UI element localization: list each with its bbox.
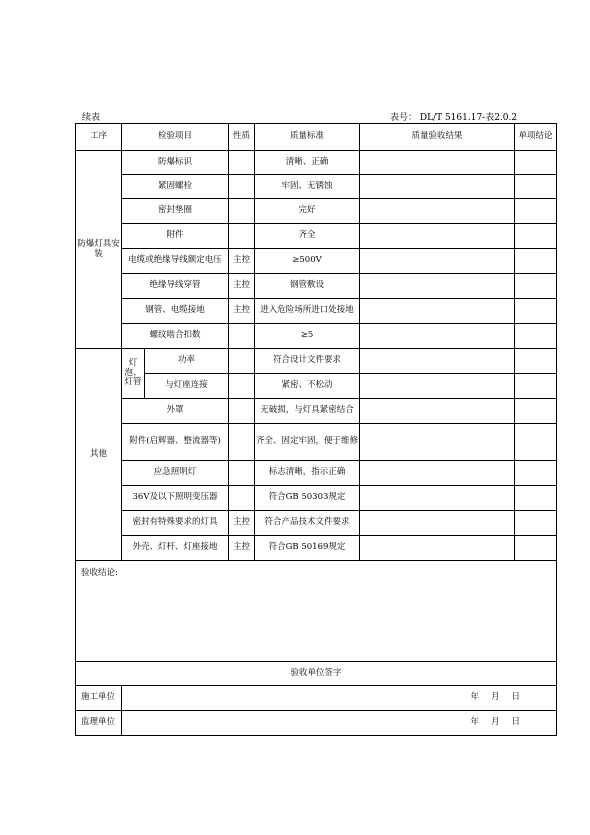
col-result: 质量验收结果 bbox=[360, 124, 515, 151]
table-row bbox=[76, 486, 557, 511]
result-cell[interactable] bbox=[360, 399, 515, 424]
table-row bbox=[76, 151, 557, 175]
header-row bbox=[76, 124, 557, 151]
table-row bbox=[76, 324, 557, 349]
month-label: 月 bbox=[490, 717, 500, 728]
result-cell[interactable] bbox=[360, 274, 515, 299]
result-cell[interactable] bbox=[360, 224, 515, 249]
standard-cell: 齐全、固定牢固，便于维修 bbox=[255, 424, 360, 461]
table-number: 表号： DL/T 5161.17-表2.0.2 bbox=[390, 113, 518, 123]
table-row bbox=[76, 374, 557, 399]
item-cell: 电缆或绝缘导线额定电压 bbox=[122, 249, 229, 274]
col-standard: 质量标准 bbox=[255, 124, 360, 151]
result-cell[interactable] bbox=[360, 486, 515, 511]
item-cell: 密封有特殊要求的灯具 bbox=[122, 511, 229, 536]
item-cell: 防爆标识 bbox=[122, 151, 229, 175]
item-cell: 密封垫圈 bbox=[122, 199, 229, 224]
conclusion-cell[interactable] bbox=[515, 424, 557, 461]
construction-unit-label: 施工单位 bbox=[76, 686, 122, 711]
standard-cell: 完好 bbox=[255, 199, 360, 224]
result-cell[interactable] bbox=[360, 461, 515, 486]
nature-cell bbox=[229, 199, 255, 224]
col-process: 工序 bbox=[76, 124, 122, 151]
day-label: 日 bbox=[511, 692, 521, 703]
conclusion-cell[interactable] bbox=[515, 224, 557, 249]
nature-cell bbox=[229, 175, 255, 199]
table-row bbox=[76, 536, 557, 561]
nature-cell bbox=[229, 399, 255, 424]
item-cell: 紧固螺栓 bbox=[122, 175, 229, 199]
standard-cell: 齐全 bbox=[255, 224, 360, 249]
col-conclusion: 单项结论 bbox=[515, 124, 557, 151]
result-cell[interactable] bbox=[360, 374, 515, 399]
standard-cell: 无破损，与灯具紧密结合 bbox=[255, 399, 360, 424]
result-cell[interactable] bbox=[360, 175, 515, 199]
result-cell[interactable] bbox=[360, 151, 515, 175]
conclusion-label: 验收结论: bbox=[81, 568, 118, 578]
conclusion-cell[interactable] bbox=[515, 324, 557, 349]
result-cell[interactable] bbox=[360, 324, 515, 349]
col-item: 检验项目 bbox=[122, 124, 229, 151]
nature-cell bbox=[229, 424, 255, 461]
standard-cell: ≥5 bbox=[255, 324, 360, 349]
item-cell: 绝缘导线穿管 bbox=[122, 274, 229, 299]
standard-cell: 符合产品技术文件要求 bbox=[255, 511, 360, 536]
nature-cell bbox=[229, 374, 255, 399]
nature-cell: 主控 bbox=[229, 299, 255, 324]
nature-cell bbox=[229, 151, 255, 175]
item-cell: 附件(启辉器、整流器等) bbox=[122, 424, 229, 461]
month-label: 月 bbox=[490, 692, 500, 703]
table-row bbox=[76, 274, 557, 299]
supervision-unit-label: 监理单位 bbox=[76, 711, 122, 736]
sub-group-bulb-tube: 灯泡、灯管 bbox=[122, 349, 145, 399]
item-cell: 外壳、灯杆、灯座接地 bbox=[122, 536, 229, 561]
conclusion-cell[interactable] bbox=[515, 199, 557, 224]
nature-cell bbox=[229, 324, 255, 349]
conclusion-cell[interactable] bbox=[515, 349, 557, 374]
item-cell: 功率 bbox=[145, 349, 229, 374]
result-cell[interactable] bbox=[360, 511, 515, 536]
day-label: 日 bbox=[511, 717, 521, 728]
result-cell[interactable] bbox=[360, 199, 515, 224]
item-cell: 36V及以下照明变压器 bbox=[122, 486, 229, 511]
signature-row bbox=[76, 686, 557, 711]
standard-cell: 符合设计文件要求 bbox=[255, 349, 360, 374]
table-row bbox=[76, 175, 557, 199]
standard-cell: 符合GB 50169规定 bbox=[255, 536, 360, 561]
result-cell[interactable] bbox=[360, 349, 515, 374]
nature-cell: 主控 bbox=[229, 274, 255, 299]
construction-unit-sign-field[interactable] bbox=[122, 686, 557, 711]
conclusion-field[interactable] bbox=[76, 561, 557, 662]
item-cell: 外罩 bbox=[122, 399, 229, 424]
standard-cell: 紧密、不松动 bbox=[255, 374, 360, 399]
table-row bbox=[76, 224, 557, 249]
standard-cell: 牢固、无锈蚀 bbox=[255, 175, 360, 199]
nature-cell bbox=[229, 486, 255, 511]
standard-cell: 符合GB 50303规定 bbox=[255, 486, 360, 511]
result-cell[interactable] bbox=[360, 536, 515, 561]
conclusion-cell[interactable] bbox=[515, 151, 557, 175]
nature-cell: 主控 bbox=[229, 249, 255, 274]
standard-cell: 钢管敷设 bbox=[255, 274, 360, 299]
conclusion-cell[interactable] bbox=[515, 274, 557, 299]
conclusion-cell[interactable] bbox=[515, 536, 557, 561]
result-cell[interactable] bbox=[360, 424, 515, 461]
result-cell[interactable] bbox=[360, 249, 515, 274]
standard-cell: 标志清晰，指示正确 bbox=[255, 461, 360, 486]
result-cell[interactable] bbox=[360, 299, 515, 324]
signature-row bbox=[76, 711, 557, 736]
conclusion-cell[interactable] bbox=[515, 299, 557, 324]
item-cell: 应急照明灯 bbox=[122, 461, 229, 486]
conclusion-cell[interactable] bbox=[515, 486, 557, 511]
standard-cell: 进入危险场所进口处接地 bbox=[255, 299, 360, 324]
nature-cell: 主控 bbox=[229, 511, 255, 536]
supervision-unit-sign-field[interactable] bbox=[122, 711, 557, 736]
conclusion-cell[interactable] bbox=[515, 399, 557, 424]
standard-cell: 清晰、正确 bbox=[255, 151, 360, 175]
signature-title: 验收单位签字 bbox=[76, 662, 557, 686]
conclusion-cell[interactable] bbox=[515, 249, 557, 274]
table-row bbox=[76, 299, 557, 324]
conclusion-cell[interactable] bbox=[515, 374, 557, 399]
table-row bbox=[76, 511, 557, 536]
table-row bbox=[76, 424, 557, 461]
nature-cell bbox=[229, 224, 255, 249]
year-label: 年 bbox=[470, 692, 479, 703]
item-cell: 附件 bbox=[122, 224, 229, 249]
signature-header-row bbox=[76, 662, 557, 686]
nature-cell bbox=[229, 461, 255, 486]
table-row bbox=[76, 249, 557, 274]
nature-cell: 主控 bbox=[229, 536, 255, 561]
table-row bbox=[76, 399, 557, 424]
item-cell: 钢管、电缆接地 bbox=[122, 299, 229, 324]
inspection-table bbox=[75, 123, 557, 736]
conclusion-cell[interactable] bbox=[515, 511, 557, 536]
conclusion-cell[interactable] bbox=[515, 175, 557, 199]
continued-label: 续表 bbox=[82, 113, 101, 123]
conclusion-row bbox=[76, 561, 557, 662]
col-nature: 性质 bbox=[229, 124, 255, 151]
standard-cell: ≥500V bbox=[255, 249, 360, 274]
item-cell: 螺纹啮合扣数 bbox=[122, 324, 229, 349]
item-cell: 与灯座连接 bbox=[145, 374, 229, 399]
group-other: 其他 bbox=[76, 349, 122, 561]
table-row bbox=[76, 349, 557, 374]
group-explosion-proof: 防爆灯具安装 bbox=[76, 151, 122, 349]
year-label: 年 bbox=[470, 717, 479, 728]
conclusion-cell[interactable] bbox=[515, 461, 557, 486]
table-row bbox=[76, 461, 557, 486]
nature-cell bbox=[229, 349, 255, 374]
table-row bbox=[76, 199, 557, 224]
